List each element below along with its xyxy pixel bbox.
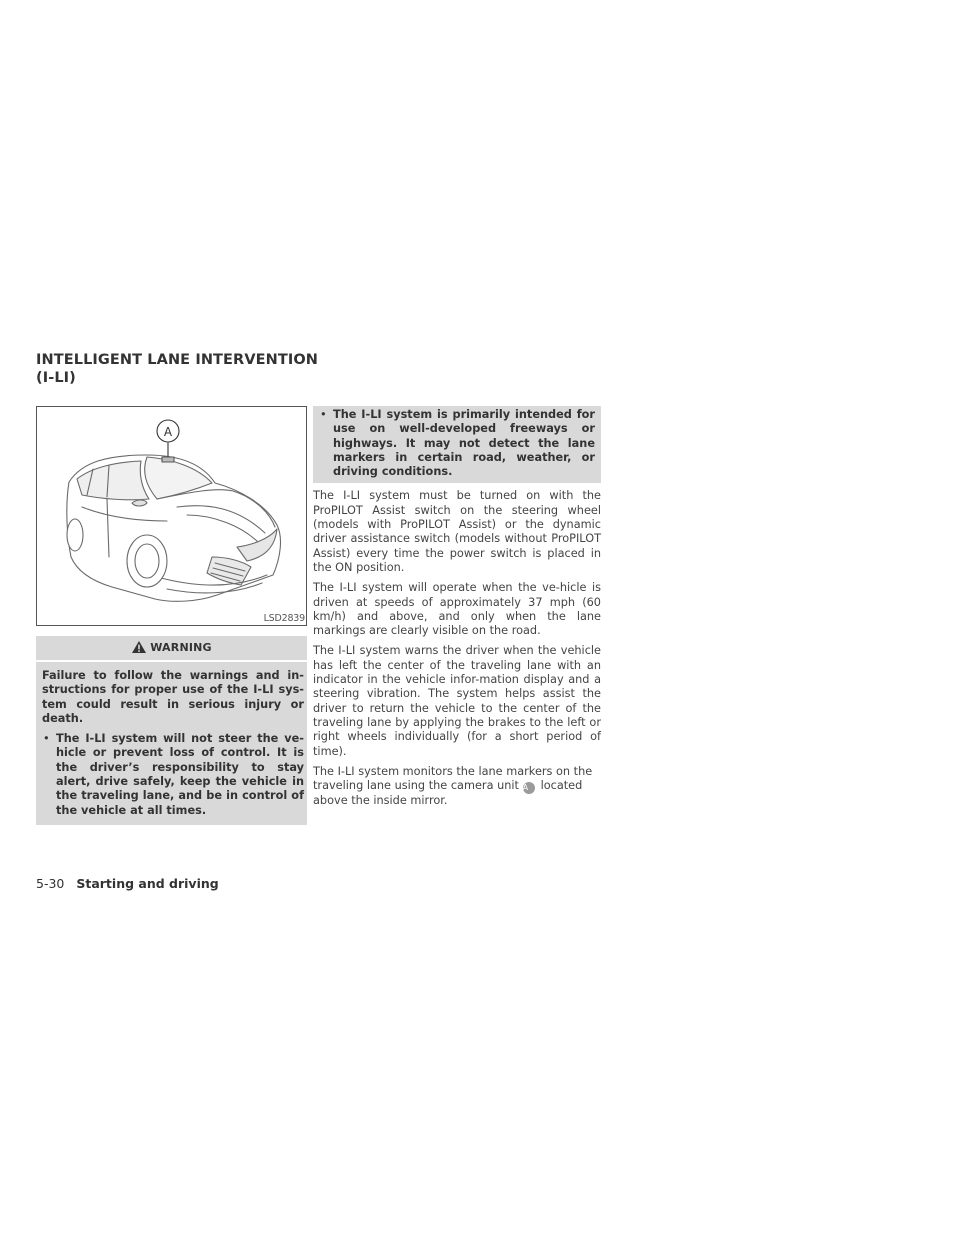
bullet-symbol: • [320,408,327,421]
warning-triangle-icon [131,640,147,654]
warning-intro: Failure to follow the warnings and in-structions for proper use of the I-LI sys-tem could result in serious injury or death. [42,669,304,725]
warning-continuation-box [313,406,601,483]
warning-bullet-text: The I-LI system is primarily intended for use on well-developed freeways or highways. It may not detect the lane markers in certain road, weather, or driving conditions. [333,408,595,479]
warning-bullet-text: The I-LI system will not steer the ve-hicle or prevent loss of control. It is the driver’s responsibility to stay alert, drive safely, keep the vehicle in the traveling lane, and be in control of the vehicle at all times. [56,732,304,817]
warning-bullet-item [319,408,595,479]
warning-bullet-item [42,732,304,818]
body-paragraph-text: The I-LI system monitors the lane markers on the traveling lane using the camera unit [313,764,593,793]
warning-body [42,669,304,818]
body-paragraph: The I-LI system will operate when the ve-hicle is driven at speeds of approximately 37 mph (60 km/h) and above, and only when the lane markings are clearly visible on the road. [313,581,601,638]
body-paragraph [313,765,601,809]
callout-label: A [163,425,173,439]
chapter-title: Starting and driving [76,876,219,891]
body-paragraph-text: located above the inside mirror. [313,779,583,808]
right-column [313,406,601,808]
page-footer [36,876,219,891]
warning-header [36,636,307,658]
section-heading-line2: (I-LI) [36,370,76,386]
bullet-symbol: • [43,732,50,746]
warning-box [36,636,307,825]
section-heading-line1: INTELLIGENT LANE INTERVENTION [36,352,319,368]
section-heading [36,351,336,387]
warning-divider [36,660,307,662]
body-paragraph: The I-LI system must be turned on with the ProPILOT Assist switch on the steering wheel (models with ProPILOT Assist) or the dynamic driver assistance switch (models without ProPILOT Assist) every time the power switch is placed in the ON position. [313,489,601,574]
car-drawing [37,407,307,626]
page-number: 5-30 [36,876,65,891]
warning-title: WARNING [150,640,212,654]
reference-marker: A [523,782,535,794]
vehicle-illustration [36,406,307,626]
figure-code: LSD2839 [263,613,305,624]
body-paragraph: The I-LI system warns the driver when the vehicle has left the center of the traveling lane with an indicator in the vehicle infor-mation display and a steering vibration. The system helps assist the driver to return the vehicle to the center of the traveling lane by applying the brakes to the left or right wheels individually (for a short period of time). [313,644,601,758]
